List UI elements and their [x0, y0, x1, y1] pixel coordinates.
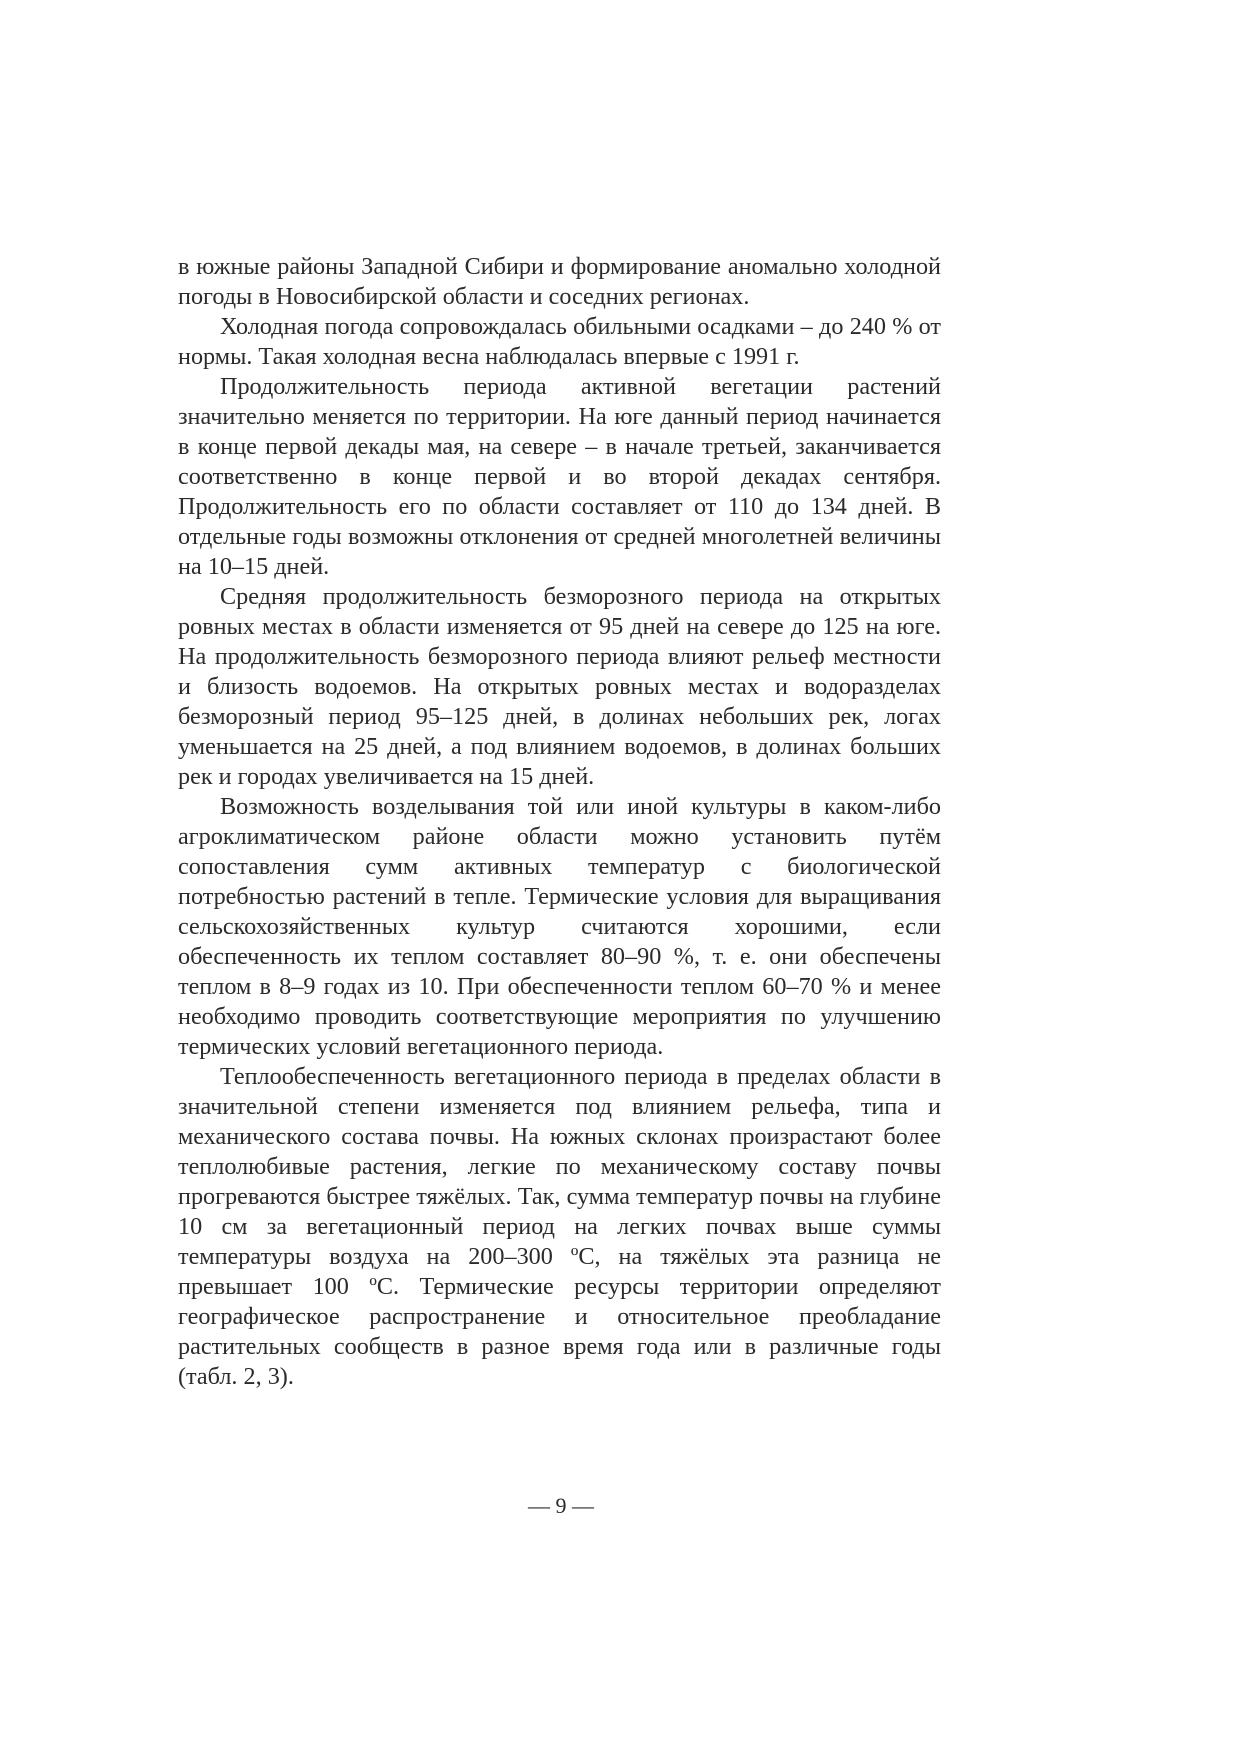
paragraph-heat-supply: Теплообеспеченность вегетационного периода в пределах области в значительной степени изменяется под влиянием рельефа, типа и механического состава почвы. На южных склонах произрастают более теплолюбивые растения, легкие по механическому составу почвы прогреваются быстрее тяжёлых. Так, сумма температур почвы на глубине 10 см за вегетационный период на легких почвах выше суммы температуры воздуха на 200–300 ºС, на тяжёлых эта разница не превышает 100 ºС. Термические ресурсы территории определяют географическое распространение и относительное преобладание растительных сообществ в разное время года или в различные годы (табл. 2, 3). [178, 1063, 941, 1390]
paragraph-continued: в южные районы Западной Сибири и формирование аномально холодной погоды в Новосибирской области и соседних регионах. [178, 253, 941, 310]
paragraph-crop-cultivation: Возможность возделывания той или иной культуры в каком-либо агроклиматическом районе области можно установить путём сопоставления сумм активных температур с биологической потребностью растений в тепле. Термические условия для выращивания сельскохозяйственных культур считаются хорошими, если обеспеченность их теплом составляет 80–90 %, т. е. они обеспечены теплом в 8–9 годах из 10. При обеспеченности теплом 60–70 % и менее необходимо проводить соответствующие мероприятия по улучшению термических условий вегетационного периода. [178, 793, 941, 1060]
paragraph-frost-free-period: Средняя продолжительность безморозного периода на открытых ровных местах в области изменяется от 95 дней на севере до 125 на юге. На продолжительность безморозного периода влияют рельеф местности и близость водоемов. На открытых ровных местах и водоразделах безморозный период 95–125 дней, в долинах небольших рек, логах уменьшается на 25 дней, а под влиянием водоемов, в долинах больших рек и городах увеличивается на 15 дней. [178, 583, 941, 790]
paragraph-precipitation: Холодная погода сопровождалась обильными осадками – до 240 % от нормы. Такая холодная весна наблюдалась впервые с 1991 г. [178, 313, 941, 370]
body-text [178, 252, 941, 1392]
page-number: — 9 — [528, 1493, 594, 1518]
paragraph-vegetation-period: Продолжительность периода активной вегетации растений значительно меняется по территории. На юге данный период начинается в конце первой декады мая, на севере – в начале третьей, заканчивается соответственно в конце первой и во второй декадах сентября. Продолжительность его по области составляет от 110 до 134 дней. В отдельные годы возможны отклонения от средней многолетней величины на 10–15 дней. [178, 373, 941, 580]
